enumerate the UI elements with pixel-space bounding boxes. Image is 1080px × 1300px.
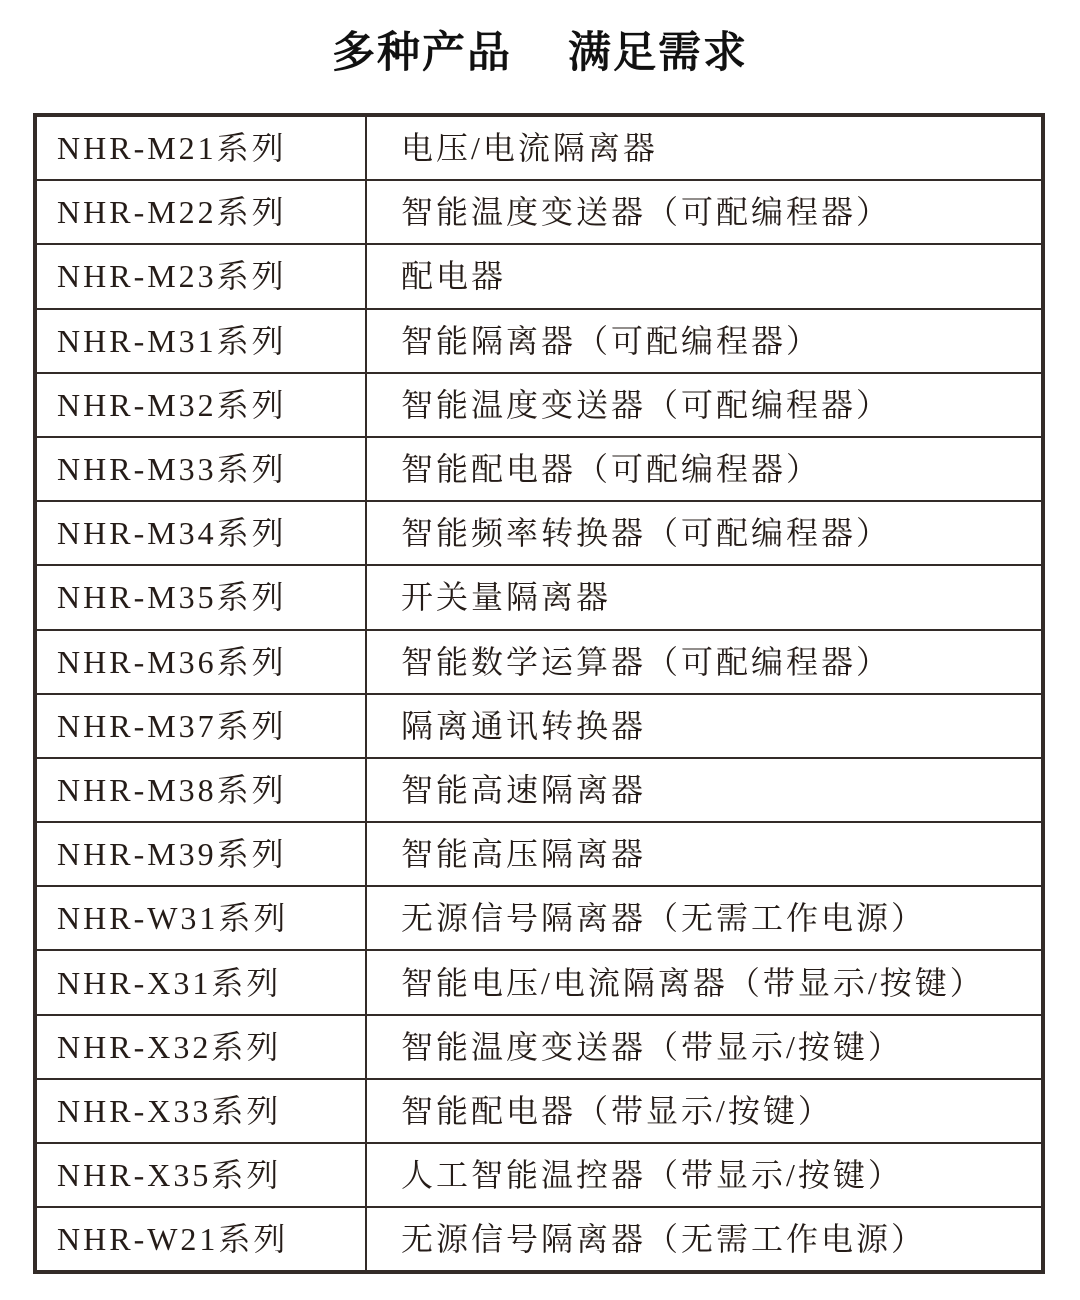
table-row <box>35 1079 1043 1143</box>
series-cell: NHR-X33系列 <box>35 1079 366 1143</box>
series-cell: NHR-M39系列 <box>35 822 366 886</box>
description-cell: 智能温度变送器（可配编程器） <box>366 180 1043 244</box>
table-row <box>35 822 1043 886</box>
table-row <box>35 437 1043 501</box>
series-cell: NHR-X35系列 <box>35 1143 366 1207</box>
table-row <box>35 694 1043 758</box>
description-cell: 智能温度变送器（可配编程器） <box>366 373 1043 437</box>
series-cell: NHR-M36系列 <box>35 630 366 694</box>
description-cell: 无源信号隔离器（无需工作电源） <box>366 886 1043 950</box>
series-cell: NHR-M23系列 <box>35 244 366 308</box>
table-row <box>35 244 1043 308</box>
product-table-body <box>35 115 1043 1272</box>
series-cell: NHR-M22系列 <box>35 180 366 244</box>
page-title-part1: 多种产品 <box>332 29 512 77</box>
table-row <box>35 373 1043 437</box>
series-cell: NHR-M37系列 <box>35 694 366 758</box>
page-title-part2: 满足需求 <box>568 29 748 77</box>
table-row <box>35 1143 1043 1207</box>
table-row <box>35 501 1043 565</box>
table-row <box>35 1015 1043 1079</box>
description-cell: 电压/电流隔离器 <box>366 115 1043 180</box>
table-row <box>35 1207 1043 1272</box>
series-cell: NHR-M31系列 <box>35 309 366 373</box>
series-cell: NHR-M35系列 <box>35 565 366 629</box>
series-cell: NHR-X32系列 <box>35 1015 366 1079</box>
description-cell: 隔离通讯转换器 <box>366 694 1043 758</box>
page-title <box>0 30 1080 77</box>
description-cell: 无源信号隔离器（无需工作电源） <box>366 1207 1043 1272</box>
series-cell: NHR-M34系列 <box>35 501 366 565</box>
description-cell: 智能配电器（可配编程器） <box>366 437 1043 501</box>
description-cell: 智能频率转换器（可配编程器） <box>366 501 1043 565</box>
description-cell: 智能高压隔离器 <box>366 822 1043 886</box>
description-cell: 智能数学运算器（可配编程器） <box>366 630 1043 694</box>
series-cell: NHR-M32系列 <box>35 373 366 437</box>
table-row <box>35 758 1043 822</box>
table-row <box>35 565 1043 629</box>
table-row <box>35 886 1043 950</box>
table-row <box>35 309 1043 373</box>
product-table <box>33 113 1045 1274</box>
series-cell: NHR-W31系列 <box>35 886 366 950</box>
description-cell: 人工智能温控器（带显示/按键） <box>366 1143 1043 1207</box>
table-row <box>35 950 1043 1014</box>
description-cell: 智能配电器（带显示/按键） <box>366 1079 1043 1143</box>
series-cell: NHR-M33系列 <box>35 437 366 501</box>
series-cell: NHR-M21系列 <box>35 115 366 180</box>
series-cell: NHR-W21系列 <box>35 1207 366 1272</box>
description-cell: 智能隔离器（可配编程器） <box>366 309 1043 373</box>
description-cell: 智能高速隔离器 <box>366 758 1043 822</box>
table-row <box>35 630 1043 694</box>
table-row <box>35 115 1043 180</box>
series-cell: NHR-M38系列 <box>35 758 366 822</box>
table-row <box>35 180 1043 244</box>
description-cell: 智能温度变送器（带显示/按键） <box>366 1015 1043 1079</box>
description-cell: 配电器 <box>366 244 1043 308</box>
description-cell: 智能电压/电流隔离器（带显示/按键） <box>366 950 1043 1014</box>
description-cell: 开关量隔离器 <box>366 565 1043 629</box>
series-cell: NHR-X31系列 <box>35 950 366 1014</box>
